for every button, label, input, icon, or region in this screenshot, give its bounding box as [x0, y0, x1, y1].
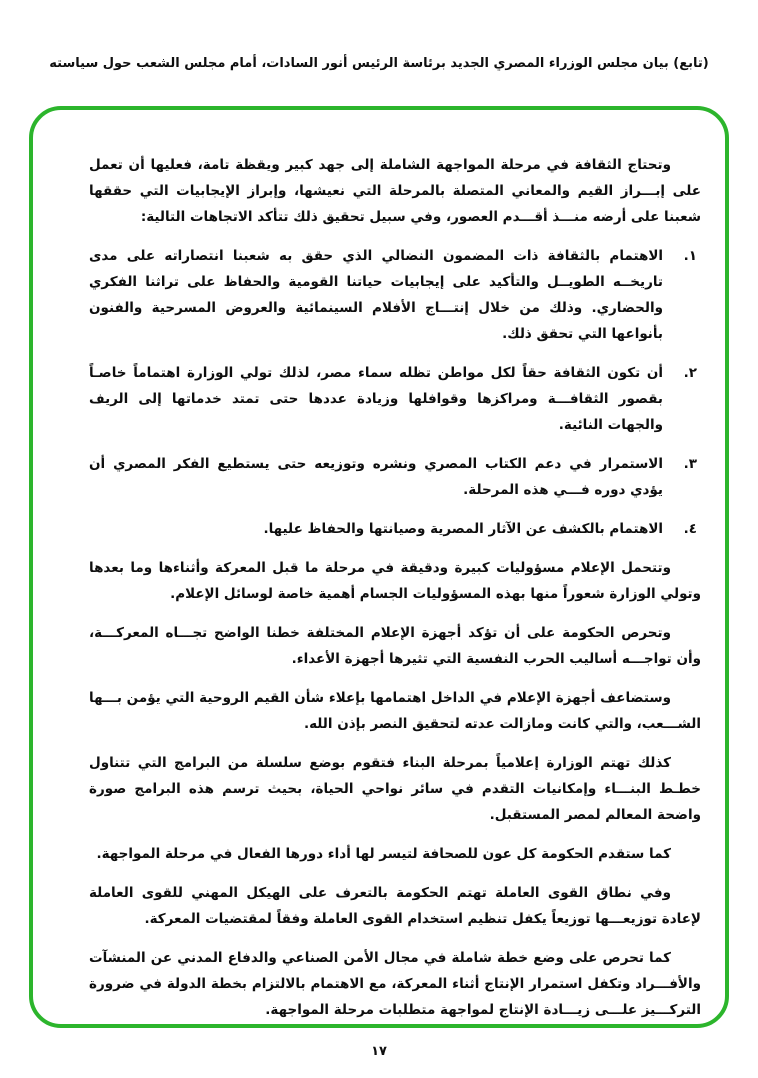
- paragraph-spiritual-values: وستضاعف أجهزة الإعلام في الداخل اهتمامها بإعلاء شأن القيم الروحية التي يؤمن بـــها الشـــعب، والتي كانت ومازالت عدته لتحقيق النصر بإذن الله.: [89, 690, 701, 732]
- item-number-1: ١.: [683, 248, 697, 264]
- document-body: [33, 110, 725, 1023]
- item-text-3: الاستمرار في دعم الكتاب المصري ونشره وتوزيعه حتى يستطيع الفكر المصري أن يؤدي دوره فـــي هذه المرحلة.: [89, 456, 663, 498]
- paragraph-building-programs: كذلك تهتم الوزارة إعلامياً بمرحلة البناء فتقوم بوضع سلسلة من البرامج التي تتناول خطـط البنـــاء وإمكانيات التقدم في سائر نواحي الحياة، بحيث ترسم هذه البرامج صورة واضحة المعالم لمصر المستقبل.: [89, 755, 701, 823]
- item-number-2: ٢.: [683, 365, 697, 381]
- numbered-item-2: [89, 360, 701, 438]
- page-number: ١٧: [371, 1044, 387, 1059]
- document-header: (تابع) بيان مجلس الوزراء المصري الجديد برئاسة الرئيس أنور السادات، أمام مجلس الشعب حول سياسته: [49, 56, 709, 71]
- item-number-3: ٣.: [683, 456, 697, 472]
- numbered-item-1: [89, 243, 701, 347]
- item-text-1: الاهتمام بالثقافة ذات المضمون النضالي الذي حقق به شعبنا انتصاراته على مدى تاريخــه الطويــل والتأكيد على إيجابيات حياتنا القومية والحفاظ على تراثنا الفكري والحضاري. وذلك من خلال إنتـــاج الأفلام السينمائية والعروض المسرحية والفنون بأنواعها التي تحقق ذلك.: [89, 248, 663, 342]
- numbered-item-3: [89, 451, 701, 503]
- paragraph-press-support: كما ستقدم الحكومة كل عون للصحافة لتيسر لها أداء دورها الفعال في مرحلة المواجهة.: [96, 846, 671, 862]
- paragraph-media-battle-line: وتحرص الحكومة على أن تؤكد أجهزة الإعلام المختلفة خطنا الواضح تجـــاه المعركـــة، وأن تواجـــه أساليب الحرب النفسية التي تثيرها أجهزة الأعداء.: [89, 625, 701, 667]
- numbered-item-4: [89, 516, 701, 542]
- paragraph-industrial-security: كما تحرص على وضع خطة شاملة في مجال الأمن الصناعي والدفاع المدني عن المنشآت والأفـــراد وتكفل استمرار الإنتاج أثناء المعركة، مع الاهتمام بالالتزام بخطة الدولة في ضرورة التركـــيز علـــى زيـــادة الإنتاج لمواجهة متطلبات مرحلة المواجهة.: [89, 950, 701, 1018]
- intro-paragraph: وتحتاج الثقافة في مرحلة المواجهة الشاملة إلى جهد كبير ويقظة تامة، فعليها أن تعمل على إبـــراز القيم والمعاني المتصلة بالمرحلة التي نعيشها، وإبراز الإيجابيات التي حققها شعبنا على أرضه منـــذ أقـــدم العصور، وفي سبيل تحقيق ذلك تتأكد الاتجاهات التالية:: [89, 157, 701, 225]
- paragraph-media-responsibilities: وتتحمل الإعلام مسؤوليات كبيرة ودقيقة في مرحلة ما قبل المعركة وأثناءها وما بعدها وتولي الوزارة شعوراً منها بهذه المسؤوليات الجسام أهمية خاصة لوسائل الإعلام.: [89, 560, 701, 602]
- content-border-frame: [29, 106, 729, 1028]
- paragraph-workforce: وفي نطاق القوى العاملة تهتم الحكومة بالتعرف على الهيكل المهني للقوى العاملة لإعادة توزيعـــها توزيعاً يكفل تنظيم استخدام القوى العاملة وفقاً لمقتضيات المعركة.: [89, 885, 701, 927]
- item-number-4: ٤.: [683, 521, 697, 537]
- item-text-2: أن تكون الثقافة حقاً لكل مواطن تظله سماء مصر، لذلك تولي الوزارة اهتماماً خاصـاً بقصور الثقافـــة ومراكزها وقوافلها وزيادة عددها حتى تمتد خدماتها إلى الريف والجهات النائية.: [89, 365, 663, 433]
- item-text-4: الاهتمام بالكشف عن الآثار المصرية وصيانتها والحفاظ عليها.: [263, 521, 663, 537]
